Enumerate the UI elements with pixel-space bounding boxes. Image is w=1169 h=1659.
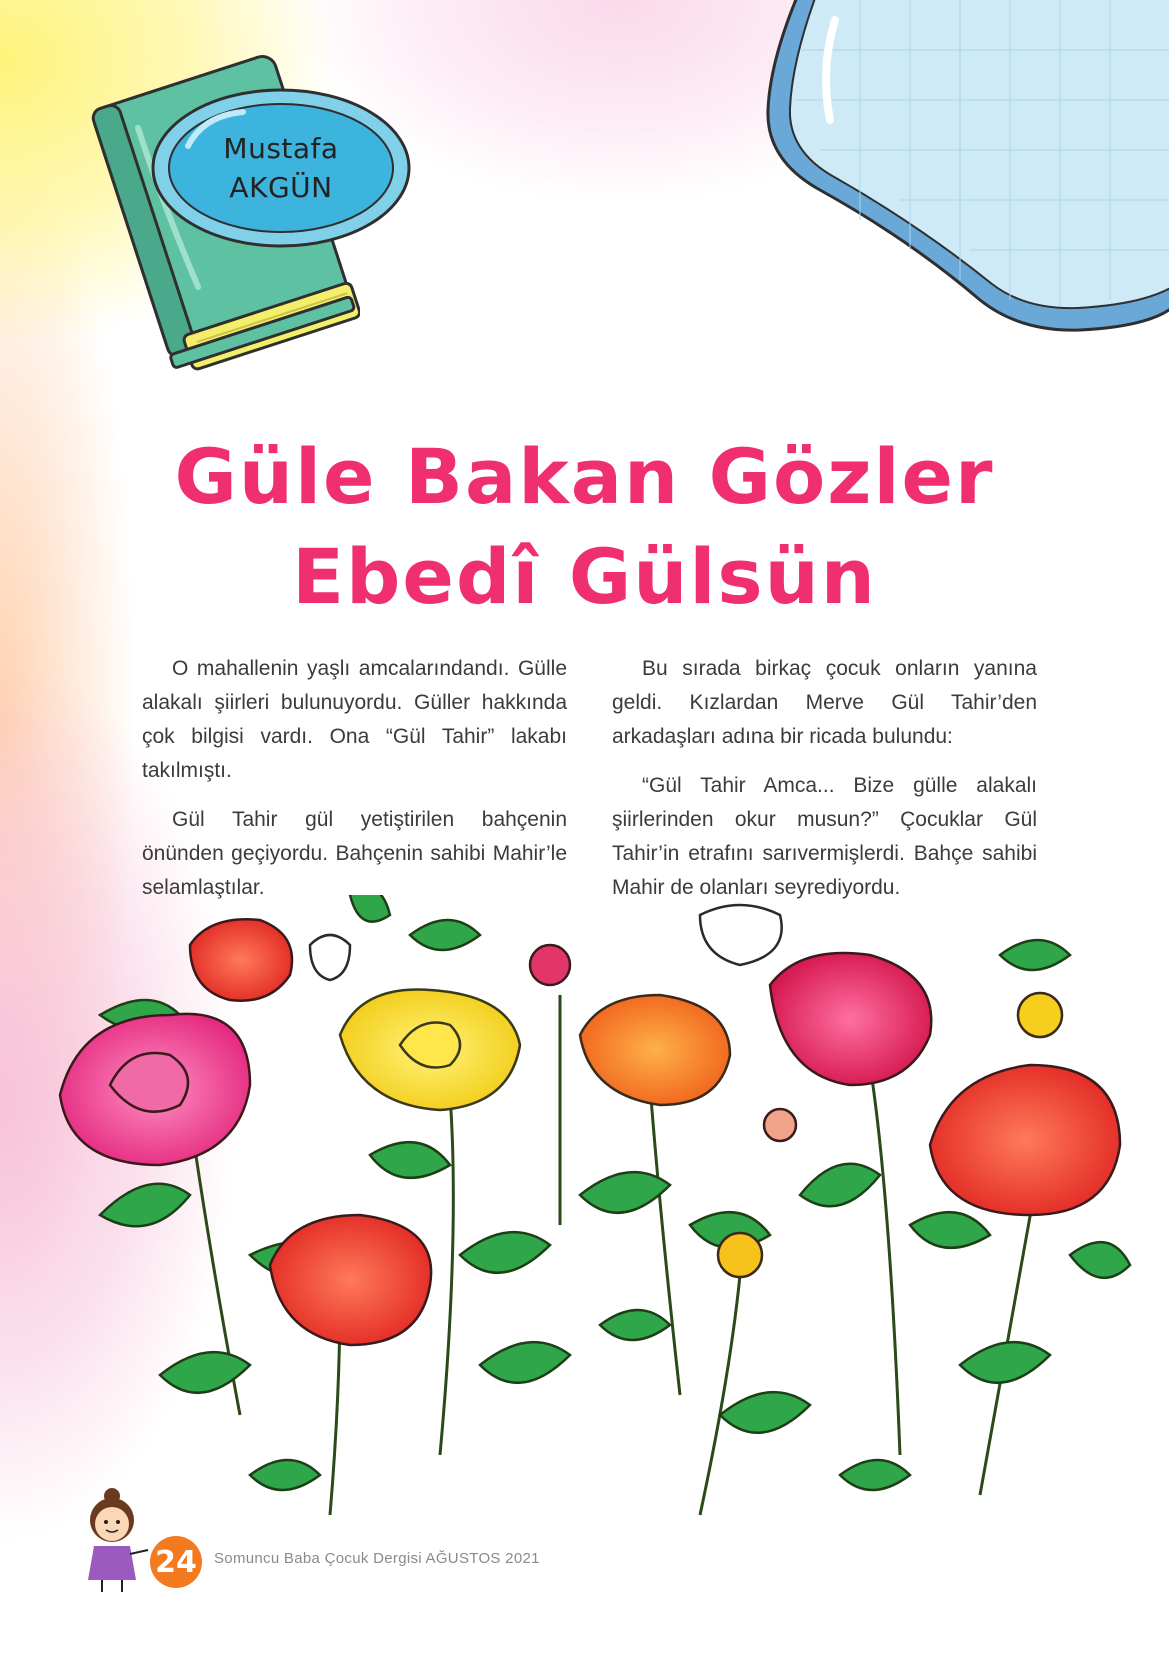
girl-mascot-icon — [72, 1484, 152, 1596]
paragraph: Bu sırada birkaç çocuk onların yanına geldi. Kızlardan Merve Gül Tahir’den arkadaşları adına bir ricada bulundu: — [612, 657, 1037, 748]
magazine-footer: Somuncu Baba Çocuk Dergisi AĞUSTOS 2021 — [214, 1550, 540, 1567]
roses-illustration — [40, 895, 1140, 1575]
page-title-line1: Güle Bakan Gözler — [174, 432, 995, 521]
author-last-name: AKGÜN — [229, 171, 333, 204]
paragraph: O mahallenin yaşlı amcalarındandı. Gülle alakalı şiirleri bulunuyordu. Güller hakkında çok bilgisi vardı. Ona “Gül Tahir” lakabı takılmıştı. — [142, 657, 567, 782]
text-column-right — [612, 652, 1037, 920]
text-column-left — [142, 652, 567, 920]
author-first-name: Mustafa — [223, 131, 339, 165]
paragraph: “Gül Tahir Amca... Bize gülle alakalı şiirlerinden okur musun?” Çocuklar Gül Tahir’in etrafını sarıvermişlerdi. Bahçe sahibi Mahir de olanları seyrediyordu. — [612, 774, 1037, 899]
page-title-line2: Ebedî Gülsün — [292, 532, 877, 621]
author-name — [150, 88, 412, 248]
pool-icon — [760, 0, 1169, 340]
page-number-badge: 24 — [150, 1536, 202, 1588]
paragraph: Gül Tahir gül yetiştirilen bahçenin önünden geçiyordu. Bahçenin sahibi Mahir’le selamlaştılar. — [142, 808, 567, 899]
